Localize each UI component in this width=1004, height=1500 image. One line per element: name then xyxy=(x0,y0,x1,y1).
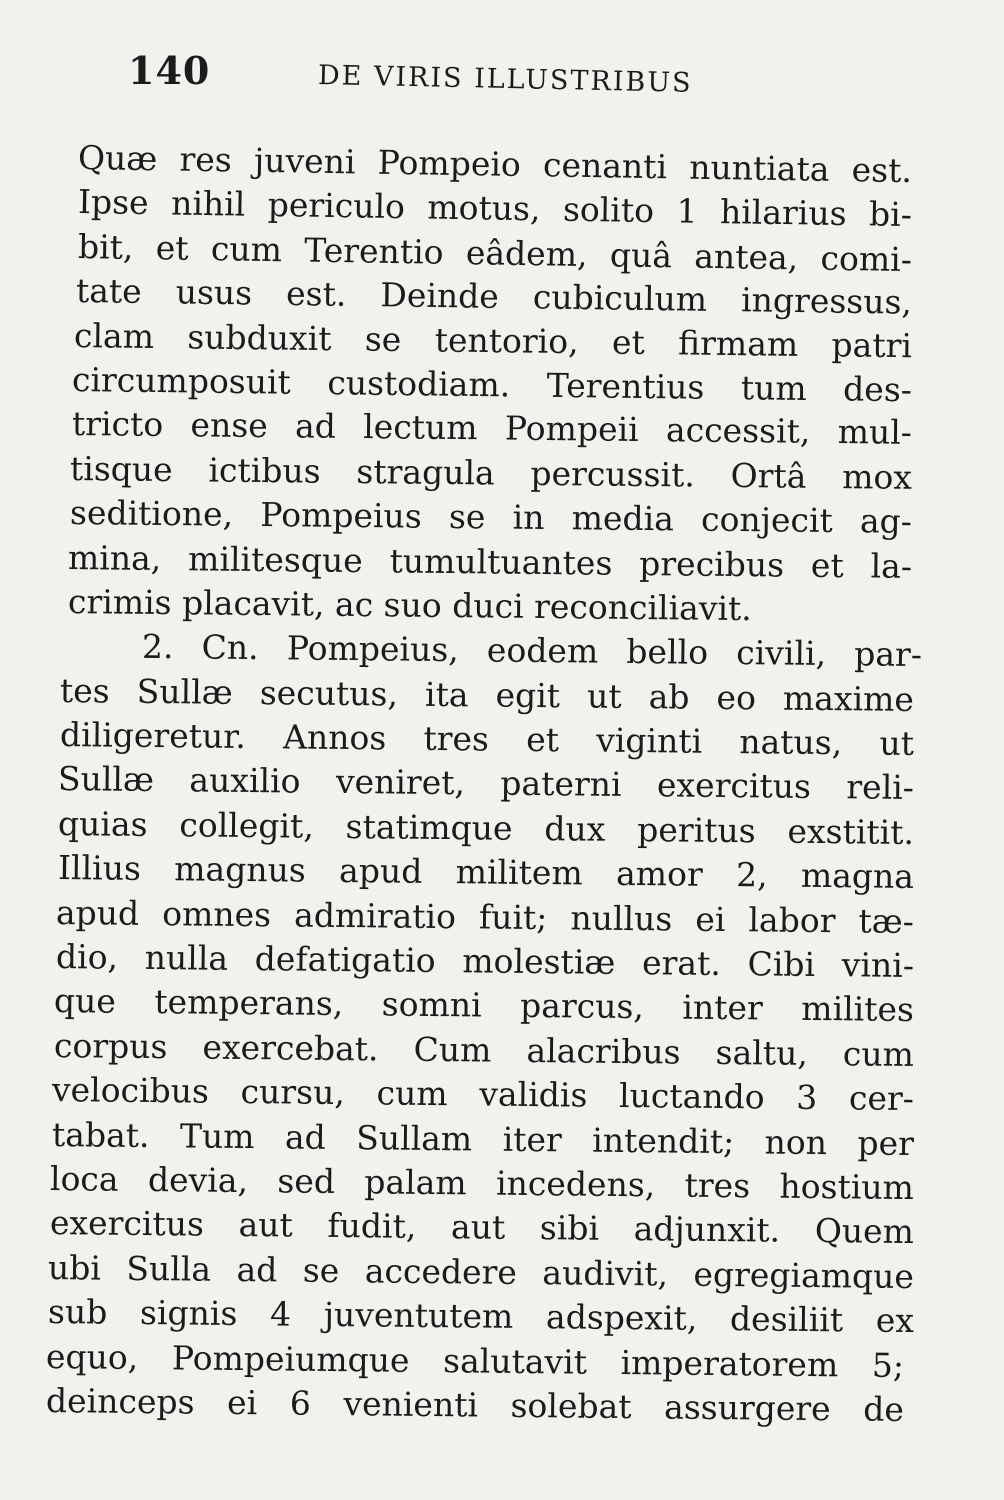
text-line: apud omnes admiratio fuit; nullus ei labor tæ- xyxy=(55,892,915,941)
text-line: crimis placavit, ac suo duci reconciliavit. xyxy=(67,581,752,629)
text-line: dio, nulla defatigatio molestiæ erat. Cibi vini- xyxy=(55,937,915,986)
text-line: 2. Cn. Pompeius, eodem bello civili, par- xyxy=(141,627,923,675)
text-line: tricto ense ad lectum Pompeii accessit, mul- xyxy=(71,404,913,453)
text-line: Quæ res juveni Pompeio cenanti nuntiata est. xyxy=(77,138,913,191)
text-line: sub signis 4 juventutem adspexit, desiliit ex xyxy=(47,1292,915,1341)
text-line: mina, militesque tumultuantes precibus et la- xyxy=(67,537,913,586)
text-line: diligeretur. Annos tres et viginti natus, ut xyxy=(59,715,915,764)
text-line: tate usus est. Deinde cubiculum ingressus, xyxy=(75,271,913,322)
text-line: tes Sullæ secutus, ita egit ut ab eo maxime xyxy=(59,670,915,719)
text-line: clam subduxit se tentorio, et firmam patri xyxy=(73,315,913,365)
text-line: deinceps ei 6 venienti solebat assurgere de xyxy=(45,1380,905,1429)
text-line: tabat. Tum ad Sullam iter intendit; non per xyxy=(51,1114,915,1163)
text-line: Illius magnus apud militem amor 2, magna xyxy=(57,848,915,897)
text-line: quias collegit, statimque dux peritus exstitit. xyxy=(57,803,915,852)
text-line: equo, Pompeiumque salutavit imperatorem 5; xyxy=(45,1336,905,1385)
text-line: loca devia, sed palam incedens, tres hostium xyxy=(49,1158,915,1208)
body-text xyxy=(45,136,923,1429)
text-line: seditione, Pompeius se in media conjecit ag- xyxy=(69,493,913,541)
text-line: exercitus aut fudit, aut sibi adjunxit. Quem xyxy=(49,1203,915,1252)
page-number: 140 xyxy=(128,48,211,93)
text-line: bit, et cum Terentio eâdem, quâ antea, comi- xyxy=(77,226,913,279)
text-line: ubi Sulla ad se accedere audivit, egregiamque xyxy=(47,1247,915,1296)
text-line: Ipse nihil periculo motus, solito 1 hilarius bi- xyxy=(77,182,913,235)
running-head: DE VIRIS ILLUSTRIBUS xyxy=(317,60,693,99)
text-line: corpus exercebat. Cum alacribus saltu, cum xyxy=(53,1025,915,1074)
text-line: tisque ictibus stragula percussit. Ortâ mox xyxy=(69,448,913,497)
text-line: que temperans, somni parcus, inter milites xyxy=(53,981,915,1030)
text-line: Sullæ auxilio veniret, paterni exercitus reli- xyxy=(57,759,915,808)
text-line: circumposuit custodiam. Terentius tum des- xyxy=(71,359,913,410)
text-line: velocibus cursu, cum validis luctando 3 cer- xyxy=(51,1070,915,1119)
